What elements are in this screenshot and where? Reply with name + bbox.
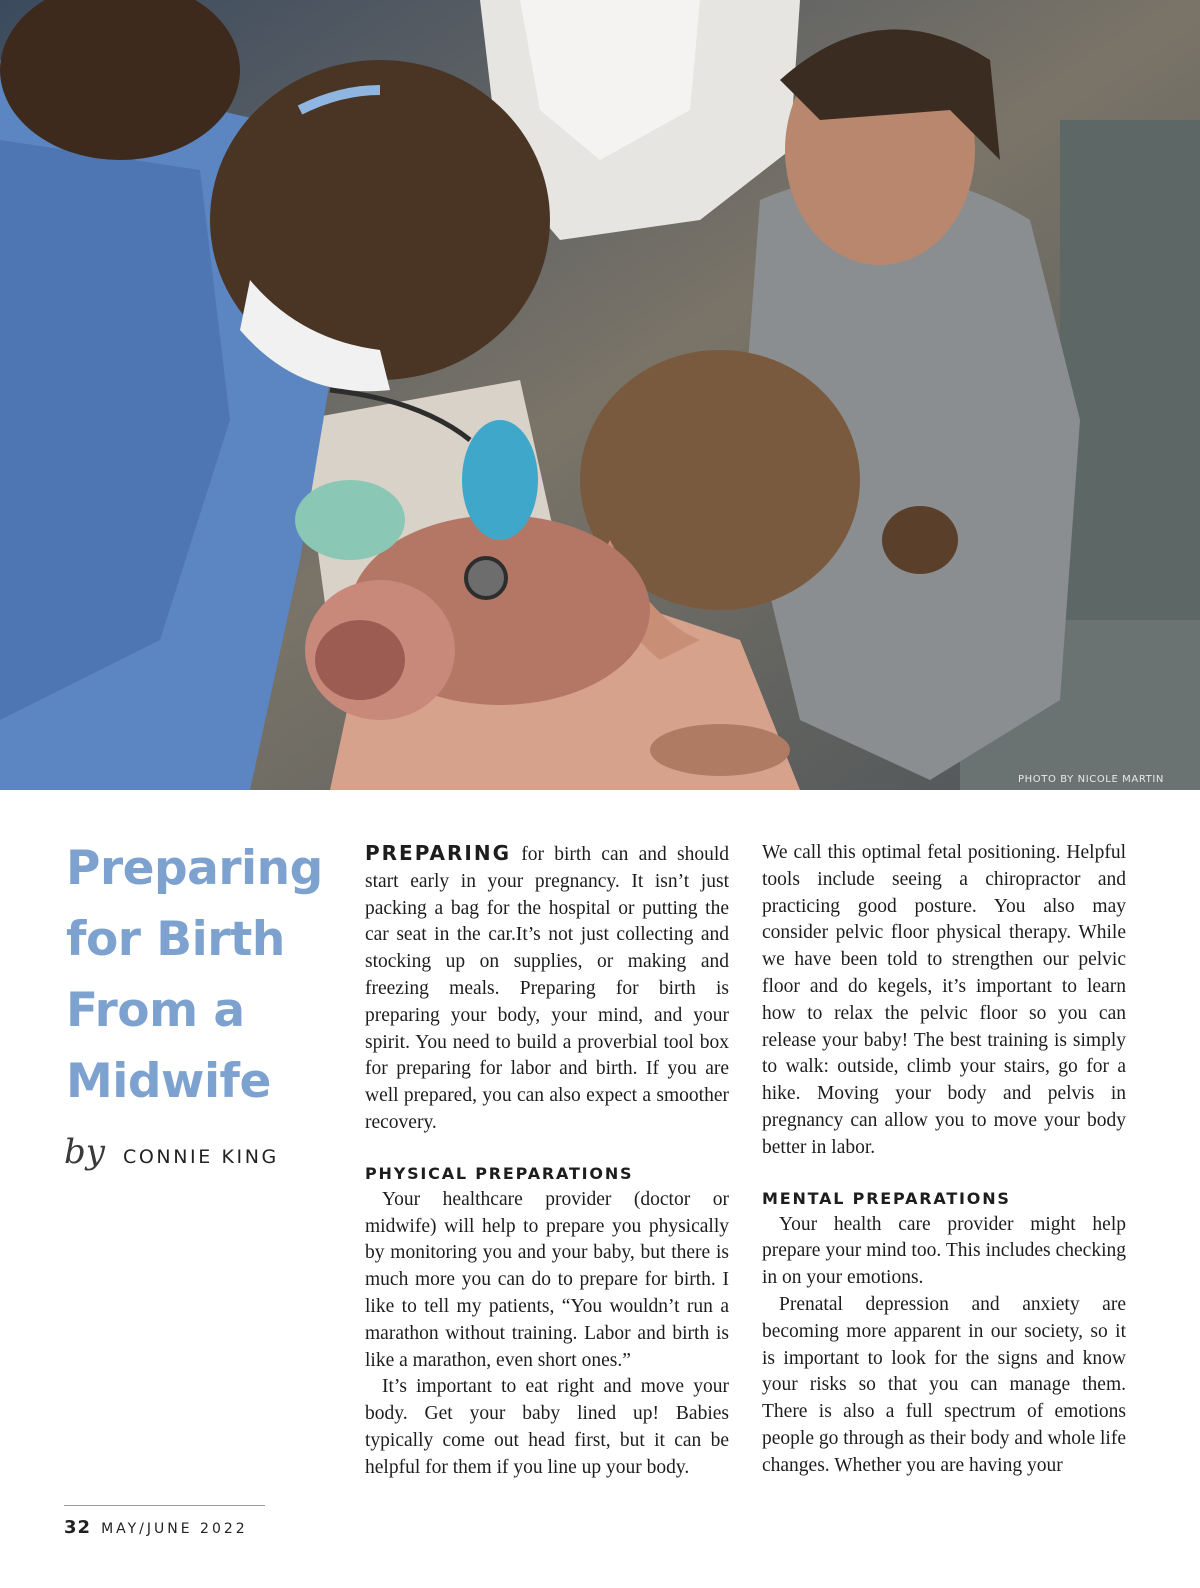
- photo-credit: PHOTO BY NICOLE MARTIN: [1018, 774, 1164, 785]
- article-title: [66, 833, 346, 1117]
- author-name: CONNIE KING: [122, 1146, 279, 1168]
- paragraph: Prenatal depression and anxiety are becoming more apparent in our society, so it is important to look for the signs and know your risks so that you can manage them. There is also a full spectrum of emotions people go through as their body and whole life changes. Whether you are having your: [762, 1293, 1126, 1476]
- paragraph: It’s important to eat right and move your body. Get your baby lined up! Babies typically come out head first, but it can be helpful for them if you line up your body.: [365, 1376, 729, 1478]
- title-line: for Birth: [66, 912, 285, 967]
- paragraph-text: for birth can and should start early in your pregnancy. It isn’t just packing a bag for the hospital or putting the car seat in the car.It’s not just collecting and stocking up on supplies, or making and freezing meals. Preparing for birth is preparing your body, your mind, and your spirit. You need to build a proverbial tool box for preparing for labor and birth. If you are well prepared, you can also expect a smoother recovery.: [365, 844, 729, 1133]
- page-number: 32: [64, 1517, 92, 1538]
- issue-date: MAY/JUNE 2022: [101, 1521, 248, 1537]
- title-line: Midwife: [66, 1054, 271, 1109]
- paragraph: We call this optimal fetal positioning. Helpful tools include seeing a chiropractor and practicing good posture. You also may consider pelvic floor physical therapy. While we have been told to strengthen our pelvic floor and do kegels, it’s important to learn how to relax the pelvic floor so you can release your baby! The best training is simply to walk: outside, climb your stairs, go for a hike. Moving your body and pelvis in pregnancy can allow you to move your body better in labor.: [762, 842, 1126, 1158]
- by-script: by: [64, 1132, 105, 1172]
- title-line: From a: [66, 983, 245, 1038]
- paragraph: Your health care provider might help prepare your mind too. This includes checking in on your emotions.: [762, 1213, 1126, 1289]
- birth-scene-illustration: [0, 0, 1200, 790]
- lead-word: PREPARING: [365, 841, 512, 865]
- text-column-2: [762, 840, 1126, 1480]
- byline: [64, 1132, 279, 1172]
- hero-photo: [0, 0, 1200, 790]
- text-column-1: [365, 840, 729, 1482]
- section-heading-physical: PHYSICAL PREPARATIONS: [365, 1163, 634, 1183]
- paragraph: Your healthcare provider (doctor or midwife) will help to prepare you physically by monitoring you and your baby, but there is much more you can do to prepare for birth. I like to tell my patients, “You wouldn’t run a marathon without training. Labor and birth is like a marathon, even short ones.”: [365, 1188, 729, 1371]
- paragraph: [365, 840, 729, 1137]
- footer-divider: [64, 1505, 265, 1506]
- title-line: Preparing: [66, 841, 323, 896]
- section-heading-mental: MENTAL PREPARATIONS: [762, 1188, 1011, 1208]
- page-footer: [64, 1517, 248, 1538]
